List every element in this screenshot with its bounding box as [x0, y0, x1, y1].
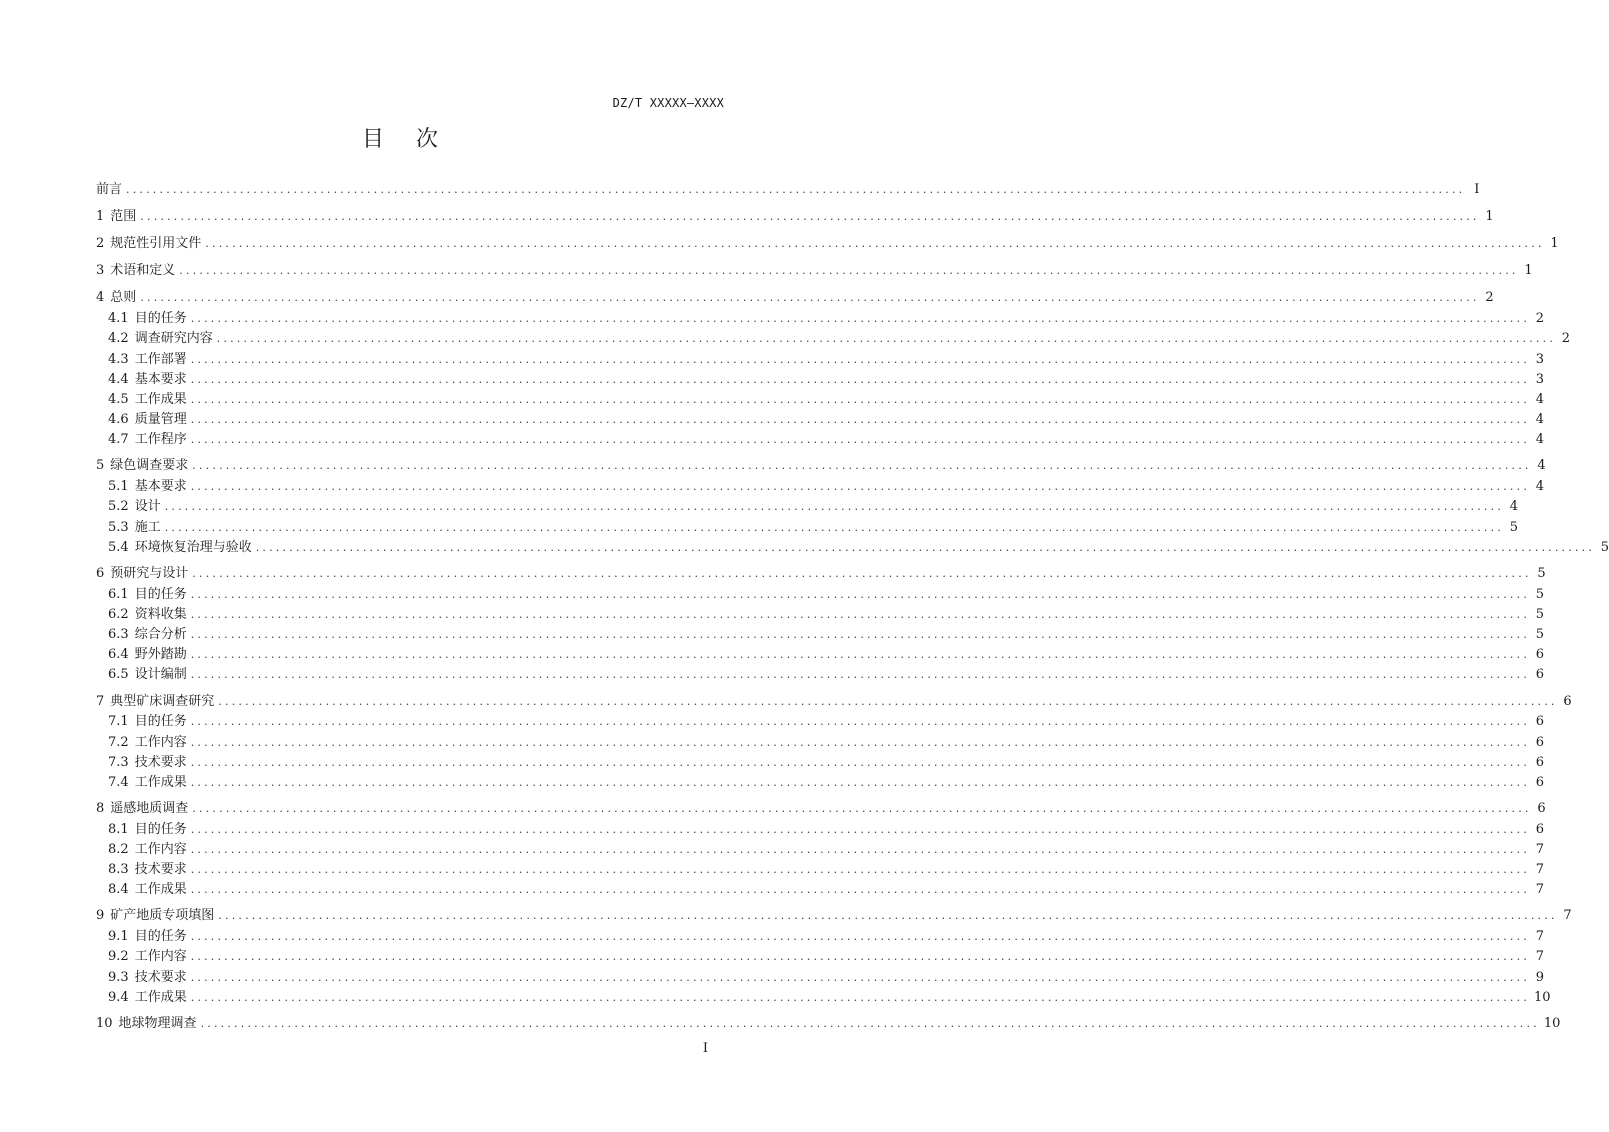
toc-entry-page: 5: [1535, 607, 1545, 622]
toc-leader-dots: ........................................................................................................................................................................................................: [218, 909, 1558, 922]
toc-entry-page: 6: [1537, 801, 1546, 816]
toc-entry-number: 5.1: [108, 479, 129, 494]
toc-entry-page: 4: [1509, 499, 1519, 514]
toc-leader-dots: ........................................................................................................................................................................................................: [190, 393, 1531, 406]
toc-leader-dots: ........................................................................................................................................................................................................: [190, 588, 1531, 601]
toc-entry-page: 2: [1535, 311, 1545, 326]
toc-entry[interactable]: [96, 988, 1551, 1008]
toc-entry[interactable]: [96, 799, 1546, 819]
toc-leader-dots: ........................................................................................................................................................................................................: [190, 715, 1531, 728]
toc-entry-page: 4: [1535, 479, 1545, 494]
toc-entry-label: 矿产地质专项填图: [110, 908, 215, 923]
toc-entry[interactable]: [96, 605, 1545, 625]
toc-entry[interactable]: [96, 430, 1545, 450]
toc-entry-page: 9: [1535, 970, 1545, 985]
toc-entry-page: 5: [1600, 540, 1609, 555]
toc-entry-label: 前言: [96, 182, 123, 197]
toc-entry-label: 野外踏勘: [134, 647, 187, 662]
toc-entry[interactable]: [96, 773, 1545, 793]
toc-entry-number: 2: [96, 236, 105, 251]
toc-entry-number: 7.2: [108, 735, 129, 750]
toc-entry-number: 6.2: [108, 607, 129, 622]
toc-entry-number: 6.5: [108, 667, 129, 682]
toc-leader-dots: ........................................................................................................................................................................................................: [200, 1017, 1540, 1030]
toc-entry[interactable]: [96, 207, 1494, 227]
toc-entry-label: 技术要求: [134, 862, 187, 877]
toc-leader-dots: ........................................................................................................................................................................................................: [126, 183, 1466, 196]
toc-entry-number: 9.3: [108, 970, 129, 985]
toc-entry-page: 2: [1561, 331, 1571, 346]
toc-entry-label: 工作成果: [134, 392, 187, 407]
toc-entry-label: 总则: [110, 290, 137, 305]
toc-entry-label: 绿色调查要求: [110, 458, 189, 473]
toc-leader-dots: ........................................................................................................................................................................................................: [190, 843, 1531, 856]
toc-entry-number: 6: [96, 566, 105, 581]
toc-entry[interactable]: [96, 733, 1545, 753]
toc-entry-page: 7: [1535, 862, 1545, 877]
toc-entry-number: 4.7: [108, 432, 129, 447]
toc-leader-dots: ........................................................................................................................................................................................................: [190, 776, 1531, 789]
toc-leader-dots: ........................................................................................................................................................................................................: [216, 332, 1557, 345]
toc-entry-label: 工作内容: [134, 842, 187, 857]
toc-entry-page: 3: [1535, 352, 1545, 367]
toc-entry[interactable]: [96, 538, 1609, 558]
toc-entry-page: 10: [1534, 990, 1551, 1005]
title-char-1: 目: [361, 127, 384, 152]
toc-entry[interactable]: [96, 712, 1545, 732]
toc-entry[interactable]: [96, 860, 1545, 880]
toc-entry[interactable]: [96, 968, 1545, 988]
toc-entry-number: 4.3: [108, 352, 129, 367]
toc-entry-label: 设计编制: [134, 667, 187, 682]
toc-entry[interactable]: [96, 564, 1546, 584]
toc-entry-label: 典型矿床调查研究: [110, 694, 215, 709]
toc-entry-label: 基本要求: [134, 372, 187, 387]
title-char-2: 次: [416, 127, 439, 152]
toc-entry[interactable]: [96, 1014, 1561, 1034]
toc-leader-dots: ........................................................................................................................................................................................................: [164, 500, 1505, 513]
toc-leader-dots: ........................................................................................................................................................................................................: [218, 695, 1558, 708]
toc-entry-page: 6: [1535, 667, 1545, 682]
toc-entry-number: 6.3: [108, 627, 129, 642]
toc-entry-label: 基本要求: [134, 479, 187, 494]
toc-leader-dots: ........................................................................................................................................................................................................: [190, 608, 1531, 621]
footer-page-number: I: [702, 1041, 708, 1056]
toc-entry-label: 规范性引用文件: [110, 236, 202, 251]
toc-leader-dots: ........................................................................................................................................................................................................: [192, 567, 1532, 580]
toc-entry[interactable]: [96, 906, 1572, 926]
toc-entry-page: 7: [1535, 842, 1545, 857]
toc-entry-label: 工作成果: [134, 882, 187, 897]
toc-entry-label: 目的任务: [134, 311, 187, 326]
page-title: [0, 122, 800, 153]
toc-leader-dots: ........................................................................................................................................................................................................: [190, 413, 1531, 426]
toc-entry[interactable]: [96, 840, 1545, 860]
toc-entry-number: 1: [96, 209, 105, 224]
toc-leader-dots: ........................................................................................................................................................................................................: [190, 863, 1531, 876]
toc-leader-dots: ........................................................................................................................................................................................................: [164, 521, 1505, 534]
toc-entry[interactable]: [96, 234, 1559, 254]
toc-entry-label: 目的任务: [134, 822, 187, 837]
toc-entry[interactable]: [96, 410, 1545, 430]
toc-entry-number: 5.4: [108, 540, 129, 555]
toc-entry-page: 3: [1535, 372, 1545, 387]
toc-leader-dots: ........................................................................................................................................................................................................: [190, 883, 1531, 896]
toc-entry[interactable]: [96, 518, 1519, 538]
toc-entry-page: 1: [1485, 209, 1494, 224]
toc-entry-number: 4.2: [108, 331, 129, 346]
toc-entry-label: 施工: [134, 520, 161, 535]
toc-entry-page: 6: [1535, 775, 1545, 790]
toc-entry-page: 6: [1535, 647, 1545, 662]
toc-entry-label: 工作内容: [134, 735, 187, 750]
toc-entry-number: 5: [96, 458, 105, 473]
toc-entry-number: 9.2: [108, 949, 129, 964]
toc-entry-label: 资料收集: [134, 607, 187, 622]
toc-entry[interactable]: [96, 665, 1545, 685]
toc-entry[interactable]: [96, 370, 1545, 390]
toc-entry-number: 7.4: [108, 775, 129, 790]
toc-entry-page: 6: [1563, 694, 1572, 709]
toc-entry-label: 工作成果: [134, 775, 187, 790]
toc-entry[interactable]: [96, 261, 1533, 281]
toc-entry-number: 6.4: [108, 647, 129, 662]
toc-entry[interactable]: [96, 329, 1571, 349]
toc-entry-page: 4: [1535, 392, 1545, 407]
toc-entry-label: 目的任务: [134, 929, 187, 944]
toc-leader-dots: ........................................................................................................................................................................................................: [179, 264, 1519, 277]
toc-entry-page: 2: [1485, 290, 1494, 305]
toc-entry-number: 8.2: [108, 842, 129, 857]
toc-leader-dots: ........................................................................................................................................................................................................: [190, 823, 1531, 836]
toc-leader-dots: ........................................................................................................................................................................................................: [190, 950, 1531, 963]
toc-entry-label: 综合分析: [134, 627, 187, 642]
toc-leader-dots: ........................................................................................................................................................................................................: [190, 736, 1531, 749]
toc-leader-dots: ........................................................................................................................................................................................................: [190, 930, 1531, 943]
toc-entry-number: 10: [96, 1016, 113, 1031]
toc-entry[interactable]: [96, 585, 1545, 605]
toc-entry[interactable]: [96, 180, 1480, 200]
toc-entry-number: 9.1: [108, 929, 129, 944]
toc-entry-page: 6: [1535, 822, 1545, 837]
toc-entry-number: 8.1: [108, 822, 129, 837]
toc-entry-page: I: [1474, 182, 1480, 197]
toc-leader-dots: ........................................................................................................................................................................................................: [192, 459, 1532, 472]
toc-entry-number: 8.3: [108, 862, 129, 877]
toc-entry-label: 工作部署: [134, 352, 187, 367]
toc-leader-dots: ........................................................................................................................................................................................................: [255, 541, 1596, 554]
toc-leader-dots: ........................................................................................................................................................................................................: [190, 480, 1531, 493]
toc-entry[interactable]: [96, 456, 1546, 476]
toc-entry-page: 4: [1535, 412, 1545, 427]
toc-entry[interactable]: [96, 927, 1545, 947]
toc-entry[interactable]: [96, 692, 1572, 712]
toc-entry-page: 7: [1535, 929, 1545, 944]
toc-entry-page: 5: [1535, 627, 1545, 642]
toc-leader-dots: ........................................................................................................................................................................................................: [190, 433, 1531, 446]
toc-entry-label: 工作内容: [134, 949, 187, 964]
toc-entry-number: 4.6: [108, 412, 129, 427]
toc-entry-number: 7.1: [108, 714, 129, 729]
toc-entry-label: 质量管理: [134, 412, 187, 427]
toc-entry-number: 6.1: [108, 587, 129, 602]
toc-entry-number: 5.2: [108, 499, 129, 514]
toc-entry-page: 5: [1535, 587, 1545, 602]
toc-entry[interactable]: [96, 309, 1545, 329]
toc-entry[interactable]: [96, 350, 1545, 370]
toc-entry[interactable]: [96, 477, 1545, 497]
toc-entry-label: 技术要求: [134, 755, 187, 770]
toc-entry[interactable]: [96, 820, 1545, 840]
toc-leader-dots: ........................................................................................................................................................................................................: [205, 237, 1545, 250]
toc-entry[interactable]: [96, 880, 1545, 900]
toc-entry-page: 7: [1563, 908, 1572, 923]
toc-leader-dots: ........................................................................................................................................................................................................: [190, 373, 1531, 386]
toc-entry-page: 7: [1535, 882, 1545, 897]
toc-entry-page: 7: [1535, 949, 1545, 964]
toc-entry-page: 1: [1550, 236, 1559, 251]
toc-leader-dots: ........................................................................................................................................................................................................: [190, 648, 1531, 661]
toc-entry-label: 术语和定义: [110, 263, 176, 278]
document-code: DZ/T XXXXX—XXXX: [612, 96, 724, 110]
toc-entry[interactable]: [96, 947, 1545, 967]
toc-entry-number: 4.1: [108, 311, 129, 326]
toc-entry-number: 3: [96, 263, 105, 278]
toc-leader-dots: ........................................................................................................................................................................................................: [190, 668, 1531, 681]
toc-leader-dots: ........................................................................................................................................................................................................: [190, 991, 1531, 1004]
toc-entry-page: 4: [1537, 458, 1546, 473]
toc-leader-dots: ........................................................................................................................................................................................................: [140, 210, 1480, 223]
toc-entry-label: 环境恢复治理与验收: [134, 540, 252, 555]
toc-leader-dots: ........................................................................................................................................................................................................: [190, 312, 1531, 325]
toc-entry-page: 4: [1535, 432, 1545, 447]
toc-entry-page: 5: [1537, 566, 1546, 581]
toc-entry-page: 6: [1535, 755, 1545, 770]
toc-leader-dots: ........................................................................................................................................................................................................: [140, 291, 1480, 304]
toc-entry-page: 6: [1535, 735, 1545, 750]
toc-entry-number: 8.4: [108, 882, 129, 897]
toc-entry-number: 8: [96, 801, 105, 816]
toc-entry-number: 9: [96, 908, 105, 923]
toc-entry-label: 目的任务: [134, 714, 187, 729]
toc-entry-number: 9.4: [108, 990, 129, 1005]
toc-entry-label: 范围: [110, 209, 137, 224]
toc-entry-number: 4.5: [108, 392, 129, 407]
toc-entry[interactable]: [96, 497, 1519, 517]
toc-entry[interactable]: [96, 645, 1545, 665]
toc-entry[interactable]: [96, 753, 1545, 773]
toc-entry-label: 调查研究内容: [134, 331, 213, 346]
toc-entry-label: 地球物理调查: [118, 1016, 197, 1031]
toc-leader-dots: ........................................................................................................................................................................................................: [190, 628, 1531, 641]
toc-entry-label: 技术要求: [134, 970, 187, 985]
toc-entry-number: 5.3: [108, 520, 129, 535]
toc-entry-label: 预研究与设计: [110, 566, 189, 581]
toc-entry-label: 工作程序: [134, 432, 187, 447]
toc-entry[interactable]: [96, 288, 1494, 308]
toc-leader-dots: ........................................................................................................................................................................................................: [190, 756, 1531, 769]
toc-entry-label: 设计: [134, 499, 161, 514]
toc-entry-label: 工作成果: [134, 990, 187, 1005]
toc-entry[interactable]: [96, 625, 1545, 645]
toc-entry-page: 6: [1535, 714, 1545, 729]
toc-entry-number: 7.3: [108, 755, 129, 770]
toc-entry-page: 10: [1543, 1016, 1561, 1031]
toc-entry-number: 4: [96, 290, 105, 305]
toc-entry-label: 遥感地质调查: [110, 801, 189, 816]
toc-entry[interactable]: [96, 390, 1545, 410]
toc-entry-page: 5: [1509, 520, 1519, 535]
toc-entry-number: 7: [96, 694, 105, 709]
toc-leader-dots: ........................................................................................................................................................................................................: [190, 353, 1531, 366]
toc-entry-number: 4.4: [108, 372, 129, 387]
toc-entry-page: 1: [1524, 263, 1533, 278]
toc-leader-dots: ........................................................................................................................................................................................................: [190, 971, 1531, 984]
toc-entry-label: 目的任务: [134, 587, 187, 602]
toc-leader-dots: ........................................................................................................................................................................................................: [192, 802, 1532, 815]
